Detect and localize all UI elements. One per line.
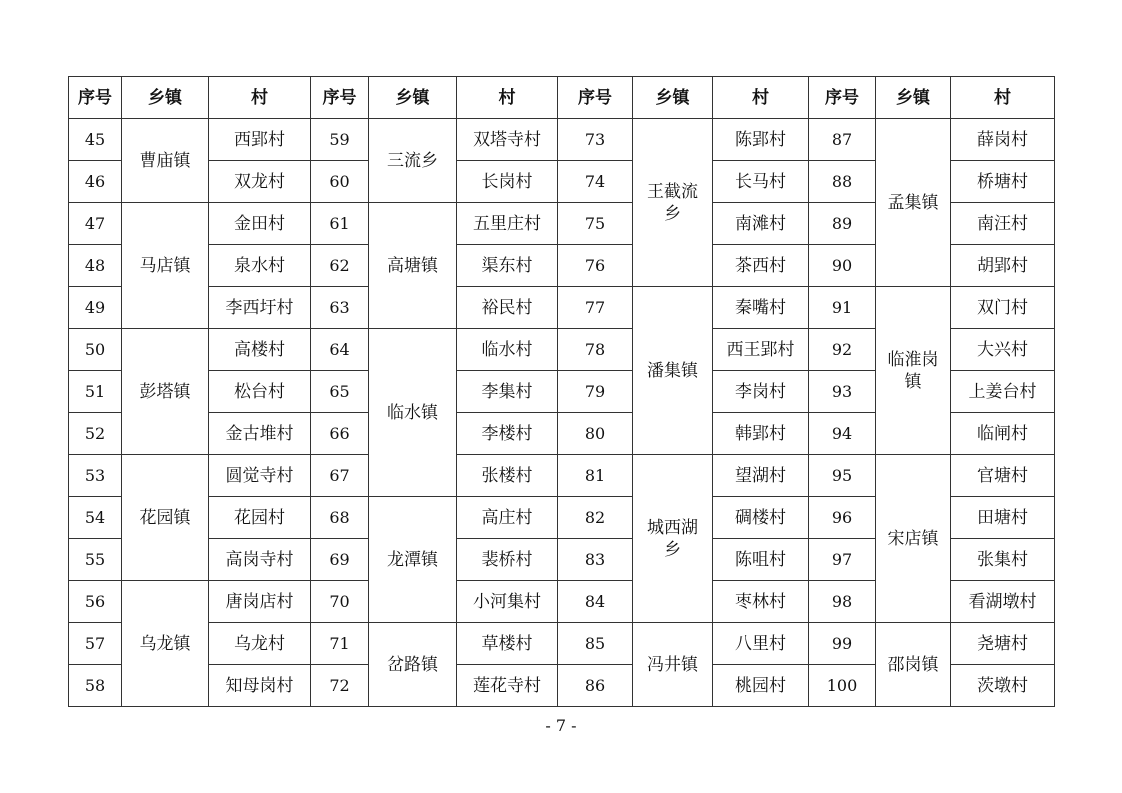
village-cell: 临闸村 bbox=[951, 413, 1055, 455]
serial-number-cell: 54 bbox=[69, 497, 122, 539]
serial-number-cell: 95 bbox=[809, 455, 876, 497]
serial-number-cell: 57 bbox=[69, 623, 122, 665]
village-cell: 陈咀村 bbox=[713, 539, 809, 581]
serial-number-cell: 99 bbox=[809, 623, 876, 665]
village-cell: 金田村 bbox=[209, 203, 311, 245]
header-no: 序号 bbox=[558, 77, 633, 119]
village-cell: 长马村 bbox=[713, 161, 809, 203]
village-cell: 上姜台村 bbox=[951, 371, 1055, 413]
town-name-line: 潘集镇 bbox=[647, 360, 698, 381]
village-cell: 草楼村 bbox=[457, 623, 558, 665]
serial-number-cell: 77 bbox=[558, 287, 633, 329]
serial-number-cell: 100 bbox=[809, 665, 876, 707]
table-row bbox=[69, 287, 1055, 329]
serial-number-cell: 64 bbox=[311, 329, 369, 371]
town-cell bbox=[369, 497, 457, 623]
town-cell bbox=[369, 329, 457, 497]
serial-number-cell: 92 bbox=[809, 329, 876, 371]
town-cell bbox=[369, 119, 457, 203]
village-cell: 长岗村 bbox=[457, 161, 558, 203]
town-cell bbox=[633, 455, 713, 623]
serial-number-cell: 74 bbox=[558, 161, 633, 203]
village-cell: 高楼村 bbox=[209, 329, 311, 371]
serial-number-cell: 84 bbox=[558, 581, 633, 623]
village-cell: 五里庄村 bbox=[457, 203, 558, 245]
header-village: 村 bbox=[713, 77, 809, 119]
village-cell: 韩郢村 bbox=[713, 413, 809, 455]
serial-number-cell: 48 bbox=[69, 245, 122, 287]
town-name-line: 龙潭镇 bbox=[387, 549, 438, 570]
village-cell: 临水村 bbox=[457, 329, 558, 371]
serial-number-cell: 62 bbox=[311, 245, 369, 287]
serial-number-cell: 81 bbox=[558, 455, 633, 497]
village-cell: 张楼村 bbox=[457, 455, 558, 497]
header-no: 序号 bbox=[69, 77, 122, 119]
serial-number-cell: 70 bbox=[311, 581, 369, 623]
header-town: 乡镇 bbox=[369, 77, 457, 119]
town-name-line: 镇 bbox=[904, 371, 922, 392]
serial-number-cell: 47 bbox=[69, 203, 122, 245]
serial-number-cell: 90 bbox=[809, 245, 876, 287]
serial-number-cell: 86 bbox=[558, 665, 633, 707]
table-header-row bbox=[69, 77, 1055, 119]
town-name-line: 三流乡 bbox=[387, 150, 438, 171]
serial-number-cell: 93 bbox=[809, 371, 876, 413]
table-body bbox=[69, 119, 1055, 707]
town-name-line: 乡 bbox=[664, 539, 681, 560]
village-cell: 看湖墩村 bbox=[951, 581, 1055, 623]
village-cell: 望湖村 bbox=[713, 455, 809, 497]
serial-number-cell: 61 bbox=[311, 203, 369, 245]
serial-number-cell: 73 bbox=[558, 119, 633, 161]
table-row bbox=[69, 623, 1055, 665]
serial-number-cell: 96 bbox=[809, 497, 876, 539]
town-cell bbox=[122, 203, 209, 329]
header-town: 乡镇 bbox=[876, 77, 951, 119]
header-village: 村 bbox=[951, 77, 1055, 119]
town-cell bbox=[876, 119, 951, 287]
serial-number-cell: 60 bbox=[311, 161, 369, 203]
village-cell: 秦嘴村 bbox=[713, 287, 809, 329]
serial-number-cell: 68 bbox=[311, 497, 369, 539]
town-cell bbox=[122, 329, 209, 455]
town-cell bbox=[633, 623, 713, 707]
village-cell: 胡郢村 bbox=[951, 245, 1055, 287]
town-name-line: 岔路镇 bbox=[387, 654, 438, 675]
serial-number-cell: 63 bbox=[311, 287, 369, 329]
town-name-line: 彭塔镇 bbox=[139, 381, 191, 402]
town-name-line: 曹庙镇 bbox=[139, 150, 191, 171]
serial-number-cell: 91 bbox=[809, 287, 876, 329]
town-name-line: 花园镇 bbox=[139, 507, 191, 528]
village-cell: 枣林村 bbox=[713, 581, 809, 623]
village-cell: 薛岗村 bbox=[951, 119, 1055, 161]
serial-number-cell: 75 bbox=[558, 203, 633, 245]
serial-number-cell: 56 bbox=[69, 581, 122, 623]
village-cell: 唐岗店村 bbox=[209, 581, 311, 623]
village-cell: 田塘村 bbox=[951, 497, 1055, 539]
town-name-line: 高塘镇 bbox=[387, 255, 438, 276]
town-cell bbox=[633, 287, 713, 455]
village-cell: 大兴村 bbox=[951, 329, 1055, 371]
village-cell: 金古堆村 bbox=[209, 413, 311, 455]
town-cell bbox=[369, 623, 457, 707]
village-cell: 南汪村 bbox=[951, 203, 1055, 245]
serial-number-cell: 65 bbox=[311, 371, 369, 413]
village-cell: 高庄村 bbox=[457, 497, 558, 539]
village-cell: 双门村 bbox=[951, 287, 1055, 329]
village-table bbox=[68, 76, 1055, 707]
village-cell: 莲花寺村 bbox=[457, 665, 558, 707]
town-cell bbox=[876, 287, 951, 455]
village-cell: 张集村 bbox=[951, 539, 1055, 581]
serial-number-cell: 88 bbox=[809, 161, 876, 203]
village-cell: 渠东村 bbox=[457, 245, 558, 287]
town-name-line: 城西湖 bbox=[647, 517, 698, 538]
village-cell: 小河集村 bbox=[457, 581, 558, 623]
serial-number-cell: 59 bbox=[311, 119, 369, 161]
town-name-line: 邵岗镇 bbox=[887, 654, 939, 675]
village-cell: 南滩村 bbox=[713, 203, 809, 245]
village-cell: 高岗寺村 bbox=[209, 539, 311, 581]
serial-number-cell: 67 bbox=[311, 455, 369, 497]
town-name-line: 冯井镇 bbox=[647, 654, 698, 675]
village-cell: 茶西村 bbox=[713, 245, 809, 287]
serial-number-cell: 94 bbox=[809, 413, 876, 455]
serial-number-cell: 58 bbox=[69, 665, 122, 707]
town-name-line: 乌龙镇 bbox=[139, 633, 191, 654]
village-cell: 圆觉寺村 bbox=[209, 455, 311, 497]
serial-number-cell: 82 bbox=[558, 497, 633, 539]
town-name-line: 临水镇 bbox=[387, 402, 438, 423]
serial-number-cell: 98 bbox=[809, 581, 876, 623]
header-no: 序号 bbox=[809, 77, 876, 119]
town-name-line: 马店镇 bbox=[139, 255, 191, 276]
village-cell: 茨墩村 bbox=[951, 665, 1055, 707]
serial-number-cell: 72 bbox=[311, 665, 369, 707]
serial-number-cell: 55 bbox=[69, 539, 122, 581]
village-cell: 乌龙村 bbox=[209, 623, 311, 665]
serial-number-cell: 52 bbox=[69, 413, 122, 455]
serial-number-cell: 50 bbox=[69, 329, 122, 371]
village-cell: 李集村 bbox=[457, 371, 558, 413]
town-name-line: 临淮岗 bbox=[887, 349, 939, 370]
town-cell bbox=[369, 203, 457, 329]
village-cell: 八里村 bbox=[713, 623, 809, 665]
village-cell: 泉水村 bbox=[209, 245, 311, 287]
page-number: - 7 - bbox=[545, 716, 577, 735]
village-cell: 桥塘村 bbox=[951, 161, 1055, 203]
town-cell bbox=[122, 119, 209, 203]
village-cell: 松台村 bbox=[209, 371, 311, 413]
serial-number-cell: 71 bbox=[311, 623, 369, 665]
header-village: 村 bbox=[209, 77, 311, 119]
town-cell bbox=[122, 581, 209, 707]
town-name-line: 孟集镇 bbox=[887, 192, 939, 213]
serial-number-cell: 51 bbox=[69, 371, 122, 413]
village-cell: 尧塘村 bbox=[951, 623, 1055, 665]
serial-number-cell: 85 bbox=[558, 623, 633, 665]
serial-number-cell: 87 bbox=[809, 119, 876, 161]
header-village: 村 bbox=[457, 77, 558, 119]
village-cell: 西郢村 bbox=[209, 119, 311, 161]
header-no: 序号 bbox=[311, 77, 369, 119]
village-cell: 官塘村 bbox=[951, 455, 1055, 497]
town-name-line: 王截流 bbox=[647, 181, 698, 202]
village-cell: 李楼村 bbox=[457, 413, 558, 455]
town-cell bbox=[633, 119, 713, 287]
table-row bbox=[69, 455, 1055, 497]
town-cell bbox=[876, 623, 951, 707]
town-name-line: 乡 bbox=[664, 203, 681, 224]
town-name-line: 宋店镇 bbox=[887, 528, 939, 549]
serial-number-cell: 53 bbox=[69, 455, 122, 497]
serial-number-cell: 49 bbox=[69, 287, 122, 329]
serial-number-cell: 46 bbox=[69, 161, 122, 203]
town-cell bbox=[122, 455, 209, 581]
village-cell: 双龙村 bbox=[209, 161, 311, 203]
village-cell: 李西圩村 bbox=[209, 287, 311, 329]
header-town: 乡镇 bbox=[122, 77, 209, 119]
village-cell: 陈郢村 bbox=[713, 119, 809, 161]
village-cell: 碉楼村 bbox=[713, 497, 809, 539]
serial-number-cell: 76 bbox=[558, 245, 633, 287]
serial-number-cell: 80 bbox=[558, 413, 633, 455]
village-cell: 桃园村 bbox=[713, 665, 809, 707]
village-cell: 双塔寺村 bbox=[457, 119, 558, 161]
serial-number-cell: 89 bbox=[809, 203, 876, 245]
table-row bbox=[69, 119, 1055, 161]
serial-number-cell: 79 bbox=[558, 371, 633, 413]
village-cell: 裕民村 bbox=[457, 287, 558, 329]
village-cell: 知母岗村 bbox=[209, 665, 311, 707]
serial-number-cell: 45 bbox=[69, 119, 122, 161]
village-cell: 西王郢村 bbox=[713, 329, 809, 371]
serial-number-cell: 97 bbox=[809, 539, 876, 581]
serial-number-cell: 78 bbox=[558, 329, 633, 371]
serial-number-cell: 83 bbox=[558, 539, 633, 581]
village-cell: 裴桥村 bbox=[457, 539, 558, 581]
serial-number-cell: 69 bbox=[311, 539, 369, 581]
header-town: 乡镇 bbox=[633, 77, 713, 119]
village-cell: 李岗村 bbox=[713, 371, 809, 413]
town-cell bbox=[876, 455, 951, 623]
serial-number-cell: 66 bbox=[311, 413, 369, 455]
village-cell: 花园村 bbox=[209, 497, 311, 539]
